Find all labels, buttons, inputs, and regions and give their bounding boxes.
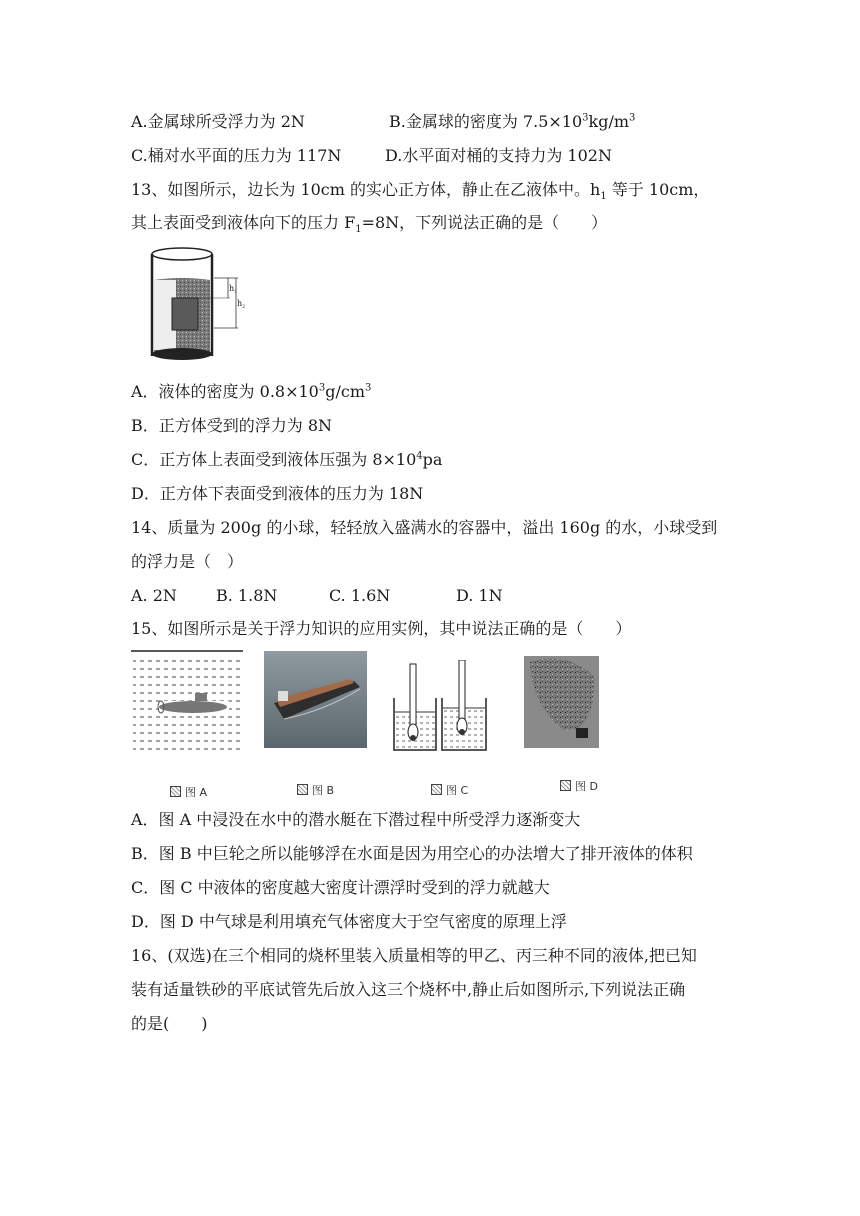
q15-caption-d: [560, 778, 598, 794]
q14-stem-line1: 14、质量为 200g 的小球，轻轻放入盛满水的容器中，溢出 160g 的水，小球受到: [131, 518, 718, 537]
q15-caption-a-text: 图 A: [185, 786, 208, 799]
image-icon: [560, 780, 571, 791]
q13-label-h1-sub: 1: [234, 289, 238, 295]
q15-figure-a-submarine: [131, 649, 243, 753]
q13-line2-sub: 1: [355, 224, 362, 236]
q12-option-b-exp2: 3: [629, 112, 636, 124]
q13-option-a-exp2: 3: [365, 382, 372, 394]
q13-label-h2-sub: 2: [242, 304, 246, 310]
q12-option-b-text: B.金属球的密度为 7.5×10: [389, 112, 583, 131]
q13-option-d: D．正方体下表面受到液体的压力为 18N: [131, 484, 424, 503]
q13-line1-sub: 1: [600, 191, 607, 203]
q15-stem: 15、如图所示是关于浮力知识的应用实例，其中说法正确的是（ ）: [131, 619, 632, 638]
q12-option-d: D.水平面对桶的支持力为 102N: [385, 146, 612, 165]
q12-option-b-exp: 3: [582, 112, 589, 124]
q15-caption-c-text: 图 C: [446, 784, 469, 797]
q16-stem-line2: 装有适量铁砂的平底试管先后放入这三个烧杯中,静止后如图所示,下列说法正确: [131, 980, 686, 999]
q15-caption-b-text: 图 B: [312, 784, 335, 797]
q13-line2-tail: =8N，下列说法正确的是（ ）: [361, 213, 608, 232]
q15-figure-d-balloon: [524, 656, 599, 748]
q13-option-c-exp: 4: [416, 450, 423, 462]
q13-stem-line1: [131, 180, 710, 203]
q12-option-b: [389, 112, 635, 132]
q13-option-c-unit: pa: [422, 450, 443, 469]
q15-caption-d-text: 图 D: [575, 780, 598, 793]
q14-option-c: C. 1.6N: [329, 586, 391, 605]
q13-line1-text: 13、如图所示，边长为 10cm 的实心正方体，静止在乙液体中。h: [131, 180, 601, 199]
q13-label-h1: $h_1$: [229, 284, 238, 295]
q13-option-a-exp: 3: [318, 382, 326, 394]
image-icon: [297, 784, 308, 795]
q15-caption-a: [170, 784, 207, 800]
q13-line2-text: 其上表面受到液体向下的压力 F: [131, 213, 356, 232]
q13-label-h2: $h_2$: [237, 299, 246, 310]
q15-figure-b-ship: [264, 651, 367, 748]
q13-option-c: [131, 450, 442, 470]
q16-stem-line3: 的是( ): [131, 1014, 208, 1033]
q12-option-b-unit: kg/m: [588, 112, 630, 131]
q15-option-b: B．图 B 中巨轮之所以能够浮在水面是因为用空心的办法增大了排开液体的体积: [131, 844, 693, 863]
image-icon: [431, 784, 442, 795]
q15-figure-c-hydrometer: [390, 660, 490, 752]
q13-line1-tail: 等于 10cm，: [606, 180, 710, 199]
q14-option-a: A. 2N: [131, 586, 177, 605]
q12-option-c: C.桶对水平面的压力为 117N: [131, 146, 342, 165]
q15-option-a: A．图 A 中浸没在水中的潜水艇在下潜过程中所受浮力逐渐变大: [131, 810, 581, 829]
q13-stem-line2: [131, 213, 608, 236]
q13-option-a-unit: g/cm: [325, 382, 365, 401]
q13-option-b: B．正方体受到的浮力为 8N: [131, 416, 333, 435]
q13-option-a-text: A．液体的密度为 0.8×10: [131, 382, 319, 401]
q13-option-a: [131, 382, 371, 402]
q14-option-d: D. 1N: [456, 586, 503, 605]
q15-option-d: D．图 D 中气球是利用填充气体密度大于空气密度的原理上浮: [131, 912, 567, 931]
q14-option-b: B. 1.8N: [216, 586, 278, 605]
q12-option-a: A.金属球所受浮力为 2N: [131, 112, 305, 131]
image-icon: [170, 786, 181, 797]
q15-caption-b: [297, 782, 334, 798]
q15-caption-c: [431, 782, 468, 798]
q15-option-c: C．图 C 中液体的密度越大密度计漂浮时受到的浮力就越大: [131, 878, 550, 897]
q13-beaker-figure: [146, 244, 256, 366]
q16-stem-line1: 16、(双选)在三个相同的烧杯里装入质量相等的甲乙、丙三种不同的液体,把已知: [131, 946, 697, 965]
q14-stem-line2: 的浮力是（ ）: [131, 552, 244, 571]
q13-option-c-text: C．正方体上表面受到液体压强为 8×10: [131, 450, 417, 469]
